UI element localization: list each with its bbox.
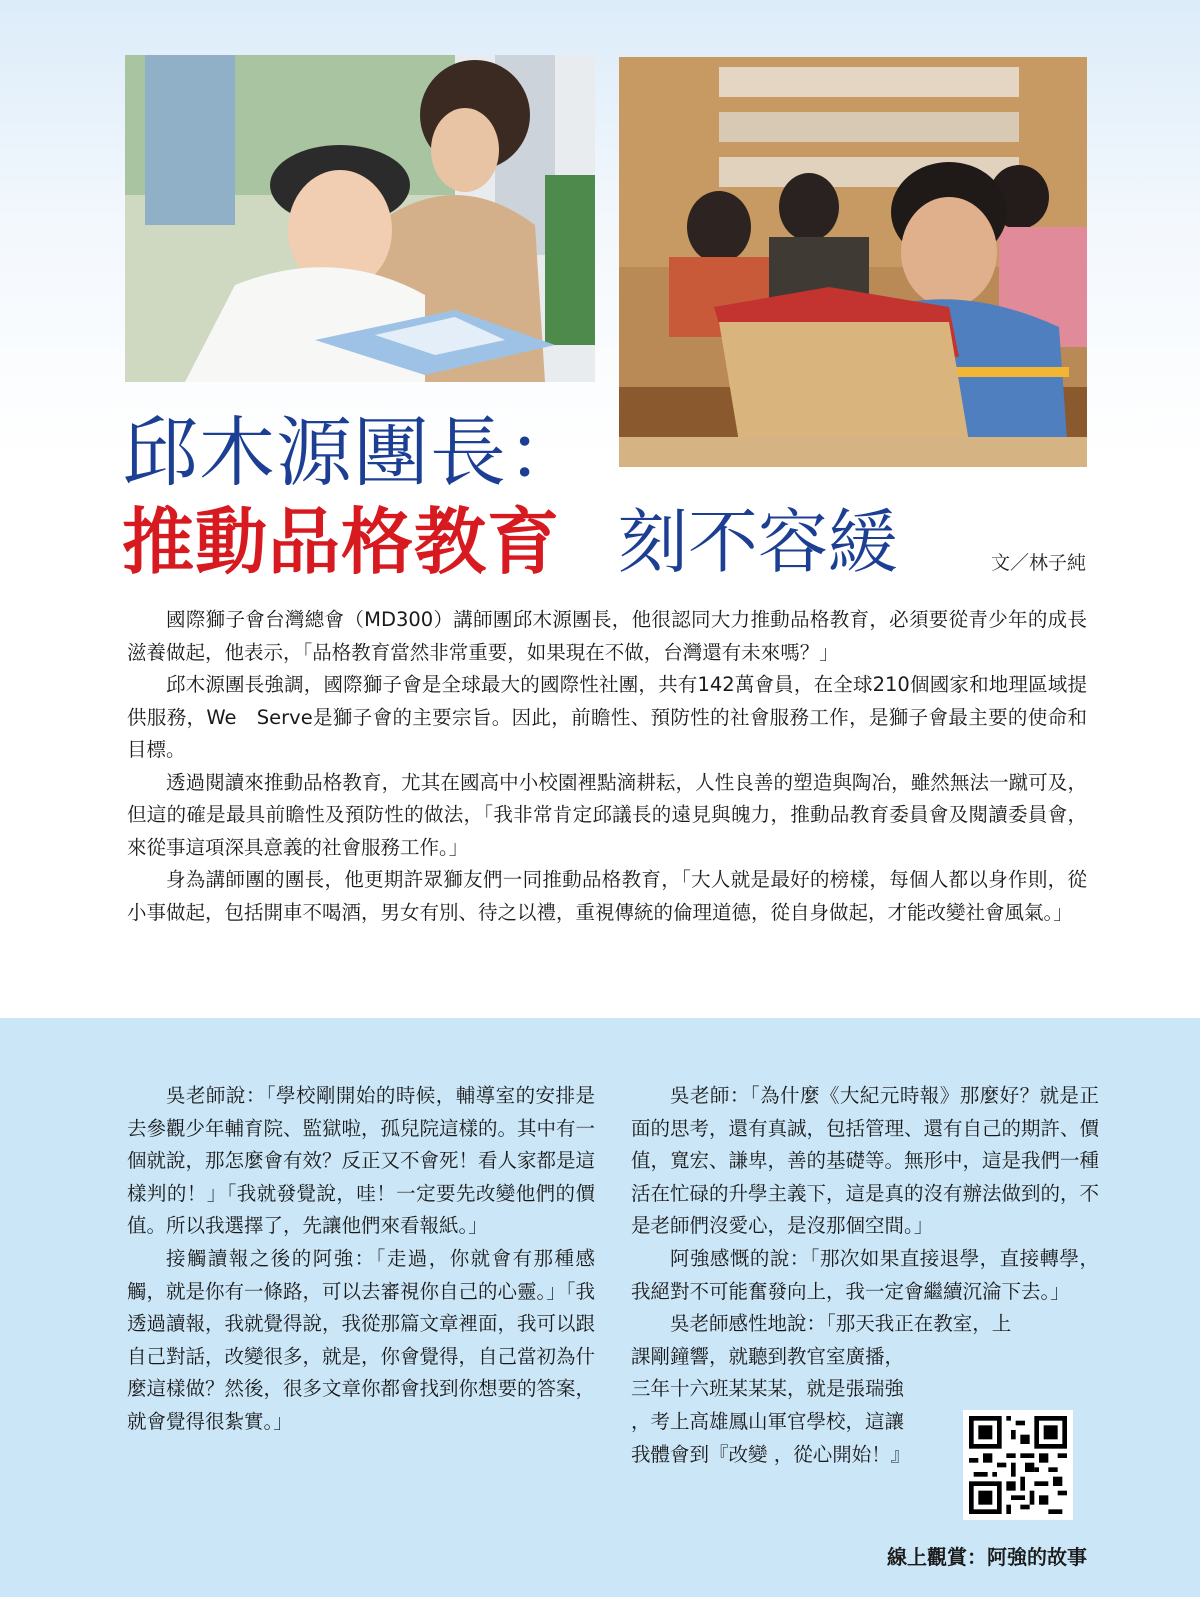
wrapped-line: ，考上高雄鳳山軍官學校，這讓: [631, 1409, 905, 1433]
headline-red: 推動品格教育: [122, 499, 561, 584]
right-paragraph: 阿強感慨的說：「那次如果直接退學，直接轉學，我絕對不可能奮發向上，我一定會繼續沉淪下去。」: [631, 1246, 1099, 1303]
online-watch-caption: 線上觀賞：阿強的故事: [887, 1545, 1087, 1569]
photo-children-reading-in-library: [619, 57, 1087, 467]
wrapped-line: 三年十六班某某某，就是張瑞強: [631, 1377, 905, 1401]
left-paragraph: 吳老師說：「學校剛開始的時候，輔導室的安排是去參觀少年輔育院、監獄啦，孤兒院這樣的。其中有一個就說，那怎麼會有效？反正又不會死！看人家都是這樣判的！」「我就發覺說，哇！一定要先改變他們的價值。所以我選擇了，先讓他們來看報紙。」: [127, 1084, 596, 1238]
main-article-body: [127, 604, 1087, 929]
qr-code-icon[interactable]: [963, 1410, 1073, 1520]
wrapped-line: 課剛鐘響，就聽到教官室廣播，: [631, 1344, 905, 1368]
left-paragraph: 接觸讀報之後的阿強：「走過，你就會有那種感觸，就是你有一條路，可以去審視你自己的心靈。」「我透過讀報，我就覺得說，我從那篇文章裡面，我可以跟自己對話，改變很多，就是，你會覺得，自己當初為什麼這樣做？然後，很多文章你都會找到你想要的答案，就會覺得很紮實。」: [127, 1246, 596, 1433]
main-paragraph: 身為講師團的團長，他更期許眾獅友們一同推動品格教育，「大人就是最好的榜樣，每個人都以身作則，從小事做起，包括開車不喝酒，男女有別、待之以禮，重視傳統的倫理道德，從自身做起，才能改變社會風氣。」: [127, 868, 1087, 924]
headline-name: 邱木源團長：: [122, 408, 584, 497]
main-paragraph: 國際獅子會台灣總會（MD300）講師團邱木源團長，他很認同大力推動品格教育，必須要從青少年的成長滋養做起，他表示，「品格教育當然非常重要，如果現在不做，台灣還有未來嗎？」: [127, 608, 1087, 664]
wrapped-line: 我體會到『改變 ，從心開始！』: [631, 1442, 911, 1466]
photo-teacher-and-boy-reading: [125, 55, 595, 382]
main-paragraph: 邱木源團長強調，國際獅子會是全球最大的國際性社團，共有142萬會員，在全球210個國家和地理區域提供服務，We Serve是獅子會的主要宗旨。因此，前瞻性、預防性的社會服務工作，是獅子會最主要的使命和目標。: [127, 673, 1087, 761]
right-paragraph: 吳老師：「為什麼《大紀元時報》那麼好？就是正面的思考，還有真誠，包括管理、還有自己的期許、價值，寬宏、謙卑，善的基礎等。無形中，這是我們一種活在忙碌的升學主義下，這是真的沒有辦法做到的，不是老師們沒愛心，是沒那個空間。」: [631, 1084, 1100, 1238]
byline: 文／林子純: [990, 552, 1086, 574]
left-column: [127, 1080, 595, 1439]
headline-blue: 刻不容緩: [618, 501, 898, 583]
right-paragraph-last: 吳老師感性地說：「那天我正在教室，上: [670, 1312, 1012, 1336]
main-paragraph: 透過閱讀來推動品格教育，尤其在國高中小校園裡點滴耕耘，人性良善的塑造與陶冶，雖然無法一蹴可及，但這的確是最具前瞻性及預防性的做法，「我非常肯定邱議長的遠見與魄力，推動品教育委員會及閱讀委員會，來從事這項深具意義的社會服務工作。」: [127, 770, 1087, 859]
